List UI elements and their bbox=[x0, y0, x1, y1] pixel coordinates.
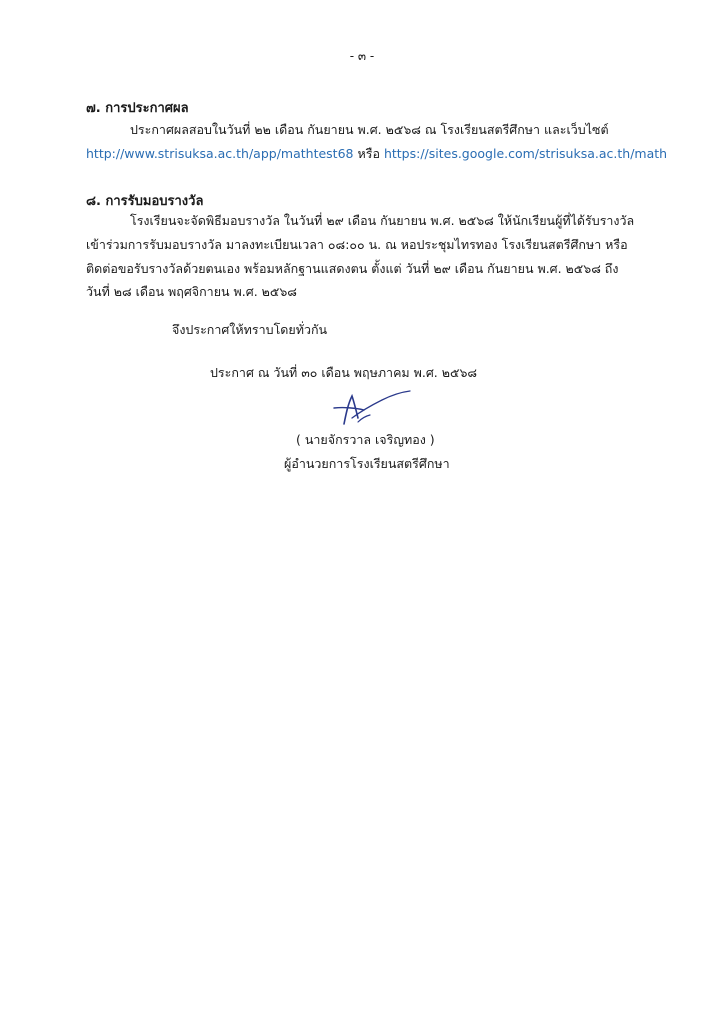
section-7-links bbox=[86, 146, 667, 162]
section-7-line-1: ประกาศผลสอบในวันที่ ๒๒ เดือน กันยายน พ.ศ. ๒๕๖๘ ณ โรงเรียนสตรีศึกษา และเว็บไซต์ bbox=[130, 122, 609, 137]
signature-image bbox=[330, 388, 420, 428]
closing-notice: จึงประกาศให้ทราบโดยทั่วกัน bbox=[172, 322, 328, 337]
section-7-heading: ๗. การประกาศผล bbox=[86, 101, 189, 116]
page-number: - ๓ - bbox=[349, 49, 375, 63]
or-text: หรือ bbox=[357, 146, 380, 161]
section-8-line-3: ติดต่อขอรับรางวัลด้วยตนเอง พร้อมหลักฐานแสดงตน ตั้งแต่ วันที่ ๒๙ เดือน กันยายน พ.ศ. ๒๕๖๘ ถึง bbox=[86, 261, 619, 276]
section-8-line-1: โรงเรียนจะจัดพิธีมอบรางวัล ในวันที่ ๒๙ เดือน กันยายน พ.ศ. ๒๕๖๘ ให้นักเรียนผู้ที่ได้รับรางวัล bbox=[130, 213, 635, 228]
section-8-heading: ๘. การรับมอบรางวัล bbox=[86, 194, 204, 209]
announcement-date: ประกาศ ณ วันที่ ๓๐ เดือน พฤษภาคม พ.ศ. ๒๕๖๘ bbox=[210, 365, 478, 380]
section-8-line-4: วันที่ ๒๘ เดือน พฤศจิกายน พ.ศ. ๒๕๖๘ bbox=[86, 284, 297, 299]
results-link-google-sites[interactable]: https://sites.google.com/strisuksa.ac.th/math bbox=[383, 146, 668, 161]
signer-name: ( นายจักรวาล เจริญทอง ) bbox=[296, 432, 435, 447]
results-link-mathtest[interactable]: http://www.strisuksa.ac.th/app/mathtest68 bbox=[86, 146, 354, 161]
section-8-line-2: เข้าร่วมการรับมอบรางวัล มาลงทะเบียนเวลา ๐๘:๐๐ น. ณ หอประชุมไทรทอง โรงเรียนสตรีศึกษา หรือ bbox=[86, 237, 628, 252]
signer-title: ผู้อำนวยการโรงเรียนสตรีศึกษา bbox=[284, 456, 450, 471]
